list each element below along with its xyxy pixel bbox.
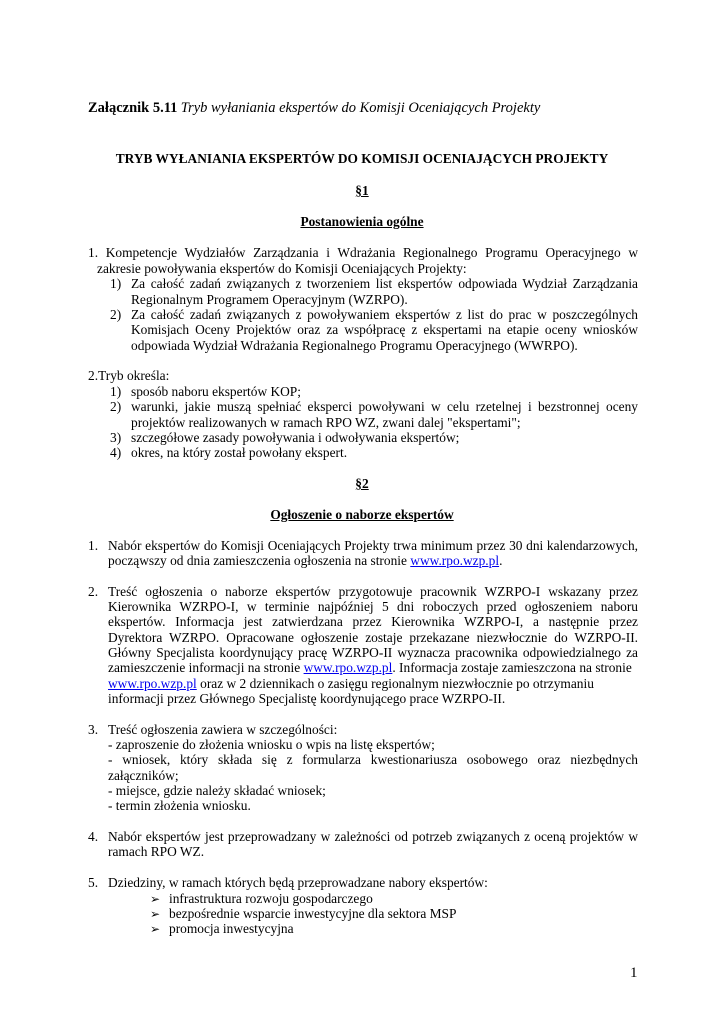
item-2-line-1: Za całość zadań związanych z powoływaniem ekspertów z list do prac w poszczególnych bbox=[131, 307, 638, 322]
paragraph-1-line-2: zakresie powoływania ekspertów do Komisji Oceniających Projekty: bbox=[97, 261, 467, 276]
point-2-line-6-text-b: . Informacja zostaje zamieszczona na stronie bbox=[392, 660, 632, 675]
domain-item: bezpośrednie wsparcie inwestycyjne dla sektora MSP bbox=[169, 906, 457, 921]
point-3-line-1: Treść ogłoszenia zawiera w szczególności: bbox=[108, 722, 338, 737]
section-1-heading: Postanowienia ogólne bbox=[300, 214, 424, 229]
section-1-number: §1 bbox=[355, 183, 369, 198]
point-4-line-2: ramach RPO WZ. bbox=[108, 844, 205, 859]
item-1-line-2: Regionalnym Programem Operacyjnym (WZRPO). bbox=[131, 292, 408, 307]
domain-item: promocja inwestycyjna bbox=[169, 921, 294, 936]
point-2-line-2: Kierownika WZRPO-I, w terminie najpóźniej 5 dni roboczych przed ogłoszeniem naboru bbox=[108, 599, 638, 614]
attachment-label: Załącznik 5.11 bbox=[88, 100, 178, 116]
rpo-website-link[interactable]: www.rpo.wzp.pl bbox=[303, 660, 393, 675]
scope-2-number: 2) bbox=[110, 399, 122, 414]
point-2-line-6-text-a: zamieszczenie informacji na stronie bbox=[108, 660, 301, 675]
scope-2-line-2: projektów realizowanych w ramach RPO WZ, zwani dalej "ekspertami"; bbox=[131, 415, 521, 430]
point-3-line-6: - termin złożenia wniosku. bbox=[108, 798, 251, 813]
paragraph-1-line-1: 1. Kompetencje Wydziałów Zarządzania i Wdrażania Regionalnego Programu Operacyjnego w bbox=[88, 245, 638, 260]
point-1-text: począwszy od dnia zamieszczenia ogłoszenia na stronie bbox=[108, 553, 407, 568]
point-3-number: 3. bbox=[88, 722, 99, 737]
item-2-line-3: odpowiada Wydział Wdrażania Regionalnego Programu Operacyjnego (WWRPO). bbox=[131, 338, 578, 353]
section-2-heading: Ogłoszenie o naborze ekspertów bbox=[270, 507, 454, 522]
point-5-line-1: Dziedziny, w ramach których będą przeprowadzane nabory ekspertów: bbox=[108, 875, 488, 890]
point-3-line-2: - zaproszenie do złożenia wniosku o wpis na listę ekspertów; bbox=[108, 737, 435, 752]
scope-1-number: 1) bbox=[110, 384, 122, 399]
point-4-line-1: Nabór ekspertów jest przeprowadzany w zależności od potrzeb związanych z oceną projektów w bbox=[108, 829, 638, 844]
point-1-number: 1. bbox=[88, 538, 99, 553]
scope-4: okres, na który został powołany ekspert. bbox=[131, 445, 348, 460]
point-1-line-1: Nabór ekspertów do Komisji Oceniających Projekty trwa minimum przez 30 dni kalendarzowych, bbox=[108, 538, 638, 553]
scope-2-line-1: warunki, jakie muszą spełniać eksperci powoływani w celu rzetelnej i bezstronnej oceny bbox=[131, 399, 638, 414]
attachment-header bbox=[88, 100, 540, 116]
attachment-subtitle: Tryb wyłaniania ekspertów do Komisji Oceniających Projekty bbox=[180, 100, 541, 116]
rpo-website-link[interactable]: www.rpo.wzp.pl bbox=[410, 553, 500, 568]
rpo-website-link[interactable]: www.rpo.wzp.pl bbox=[108, 676, 197, 691]
point-2-line-8: informacji przez Głównego Specjalistę koordynującego prace WZRPO-II. bbox=[108, 691, 506, 706]
arrow-bullet-icon: ➢ bbox=[150, 892, 161, 906]
point-3-line-4: załączników; bbox=[108, 768, 179, 783]
paragraph-2: 2.Tryb określa: bbox=[88, 368, 170, 383]
section-2-number: §2 bbox=[355, 476, 369, 491]
point-2-line-4: Dyrektora WZRPO. Opracowane ogłoszenie zostaje przekazane niezwłocznie do WZRPO-II. bbox=[108, 630, 638, 645]
point-3-line-5: - miejsce, gdzie należy składać wniosek; bbox=[108, 783, 326, 798]
scope-1: sposób naboru ekspertów KOP; bbox=[131, 384, 301, 399]
point-1-line-2 bbox=[108, 553, 502, 569]
point-2-line-3: ekspertów. Informacja jest zatwierdzana przez Kierownika WZRPO-I, a następnie przez bbox=[108, 614, 638, 629]
item-2-line-2: Komisjach Oceny Projektów oraz za współpracę z ekspertami na etapie oceny wniosków bbox=[131, 322, 638, 337]
point-2-line-7 bbox=[108, 676, 594, 692]
point-2-number: 2. bbox=[88, 584, 99, 599]
point-2-line-5: Główny Specjalista koordynujący pracę WZRPO-II wyznacza pracownika odpowiedzialnego za bbox=[108, 645, 638, 660]
point-2-line-7-text: oraz w 2 dziennikach o zasięgu regionalnym niezwłocznie po otrzymaniu bbox=[200, 676, 594, 691]
item-1-line-1: Za całość zadań związanych z tworzeniem list ekspertów odpowiada Wydział Zarządzania bbox=[131, 276, 638, 291]
scope-3-number: 3) bbox=[110, 430, 122, 445]
point-2-line-1: Treść ogłoszenia o naborze ekspertów przygotowuje pracownik WZRPO-I wskazany przez bbox=[108, 584, 638, 599]
point-1-end: . bbox=[499, 553, 503, 568]
item-1-number: 1) bbox=[110, 276, 122, 291]
page-number: 1 bbox=[630, 965, 638, 981]
scope-3: szczegółowe zasady powoływania i odwoływania ekspertów; bbox=[131, 430, 460, 445]
item-2-number: 2) bbox=[110, 307, 122, 322]
point-4-number: 4. bbox=[88, 829, 99, 844]
scope-4-number: 4) bbox=[110, 445, 122, 460]
arrow-bullet-icon: ➢ bbox=[150, 922, 161, 936]
domain-item: infrastruktura rozwoju gospodarczego bbox=[169, 891, 373, 906]
point-5-number: 5. bbox=[88, 875, 99, 890]
point-2-line-6 bbox=[108, 660, 632, 676]
arrow-bullet-icon: ➢ bbox=[150, 907, 161, 921]
point-3-line-3: - wniosek, który składa się z formularza kwestionariusza osobowego oraz niezbędnych bbox=[108, 752, 638, 767]
document-title: TRYB WYŁANIANIA EKSPERTÓW DO KOMISJI OCENIAJĄCYCH PROJEKTY bbox=[115, 151, 609, 166]
